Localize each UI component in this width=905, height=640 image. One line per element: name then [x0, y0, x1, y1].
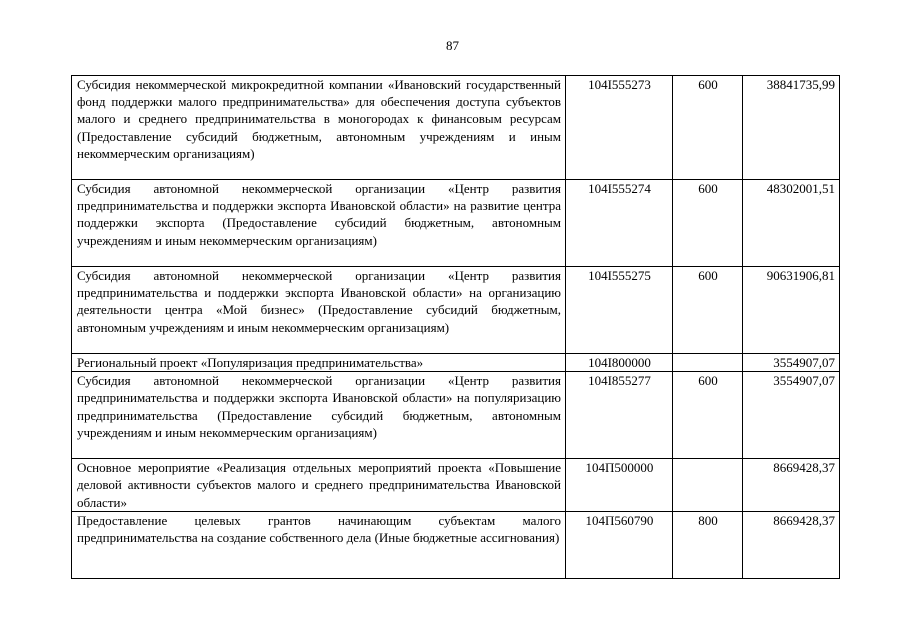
- row-name: Субсидия автономной некоммерческой организации «Центр развития предпринимательства и поддержки экспорта Ивановской области» на популяризацию предпринимательства (Предоставление субсидий бюджетным, автономным учреждениям и иным некоммерческим организациям): [72, 372, 566, 459]
- row-name: Субсидия автономной некоммерческой организации «Центр развития предпринимательства и поддержки экспорта Ивановской области» на развитие центра поддержки экспорта (Предоставление субсидий бюджетным, автономным учреждениям и иным некоммерческим организациям): [72, 180, 566, 267]
- row-sum: 3554907,07: [743, 354, 840, 372]
- page-number: 87: [446, 38, 459, 53]
- row-code: 104I800000: [566, 354, 673, 372]
- row-code: 104I555273: [566, 76, 673, 180]
- row-code: 104I555275: [566, 267, 673, 354]
- row-name: Субсидия автономной некоммерческой организации «Центр развития предпринимательства и поддержки экспорта Ивановской области» на организацию деятельности центра «Мой бизнес» (Предоставление субсидий бюджетным, автономным учреждениям и иным некоммерческим организациям): [72, 267, 566, 354]
- row-code: 104П560790: [566, 512, 673, 579]
- row-sum: 48302001,51: [743, 180, 840, 267]
- row-sum: 90631906,81: [743, 267, 840, 354]
- row-expense-type: 800: [673, 512, 743, 579]
- row-expense-type: 600: [673, 180, 743, 267]
- row-code: 104I855277: [566, 372, 673, 459]
- table-row: [72, 372, 840, 459]
- row-expense-type: 600: [673, 76, 743, 180]
- row-sum: 38841735,99: [743, 76, 840, 180]
- row-expense-type: [673, 459, 743, 512]
- row-expense-type: 600: [673, 267, 743, 354]
- row-expense-type: 600: [673, 372, 743, 459]
- table-row: [72, 267, 840, 354]
- table-row: [72, 512, 840, 579]
- table-row: [72, 76, 840, 180]
- table-row: [72, 180, 840, 267]
- table-row: [72, 459, 840, 512]
- row-name: Основное мероприятие «Реализация отдельных мероприятий проекта «Повышение деловой активности субъектов малого и среднего предпринимательства Ивановской области»: [72, 459, 566, 512]
- row-code: 104I555274: [566, 180, 673, 267]
- row-sum: 3554907,07: [743, 372, 840, 459]
- row-name: Субсидия некоммерческой микрокредитной компании «Ивановский государственный фонд поддержки малого предпринимательства» для обеспечения доступа субъектов малого и среднего предпринимательства в моногородах к финансовым ресурсам (Предоставление субсидий бюджетным, автономным учреждениям и иным некоммерческим организациям): [72, 76, 566, 180]
- row-sum: 8669428,37: [743, 459, 840, 512]
- row-name: Региональный проект «Популяризация предпринимательства»: [72, 354, 566, 372]
- row-code: 104П500000: [566, 459, 673, 512]
- row-sum: 8669428,37: [743, 512, 840, 579]
- row-name: Предоставление целевых грантов начинающим субъектам малого предпринимательства на создание собственного дела (Иные бюджетные ассигнования): [72, 512, 566, 579]
- table-row: [72, 354, 840, 372]
- row-expense-type: [673, 354, 743, 372]
- budget-table: [71, 75, 840, 579]
